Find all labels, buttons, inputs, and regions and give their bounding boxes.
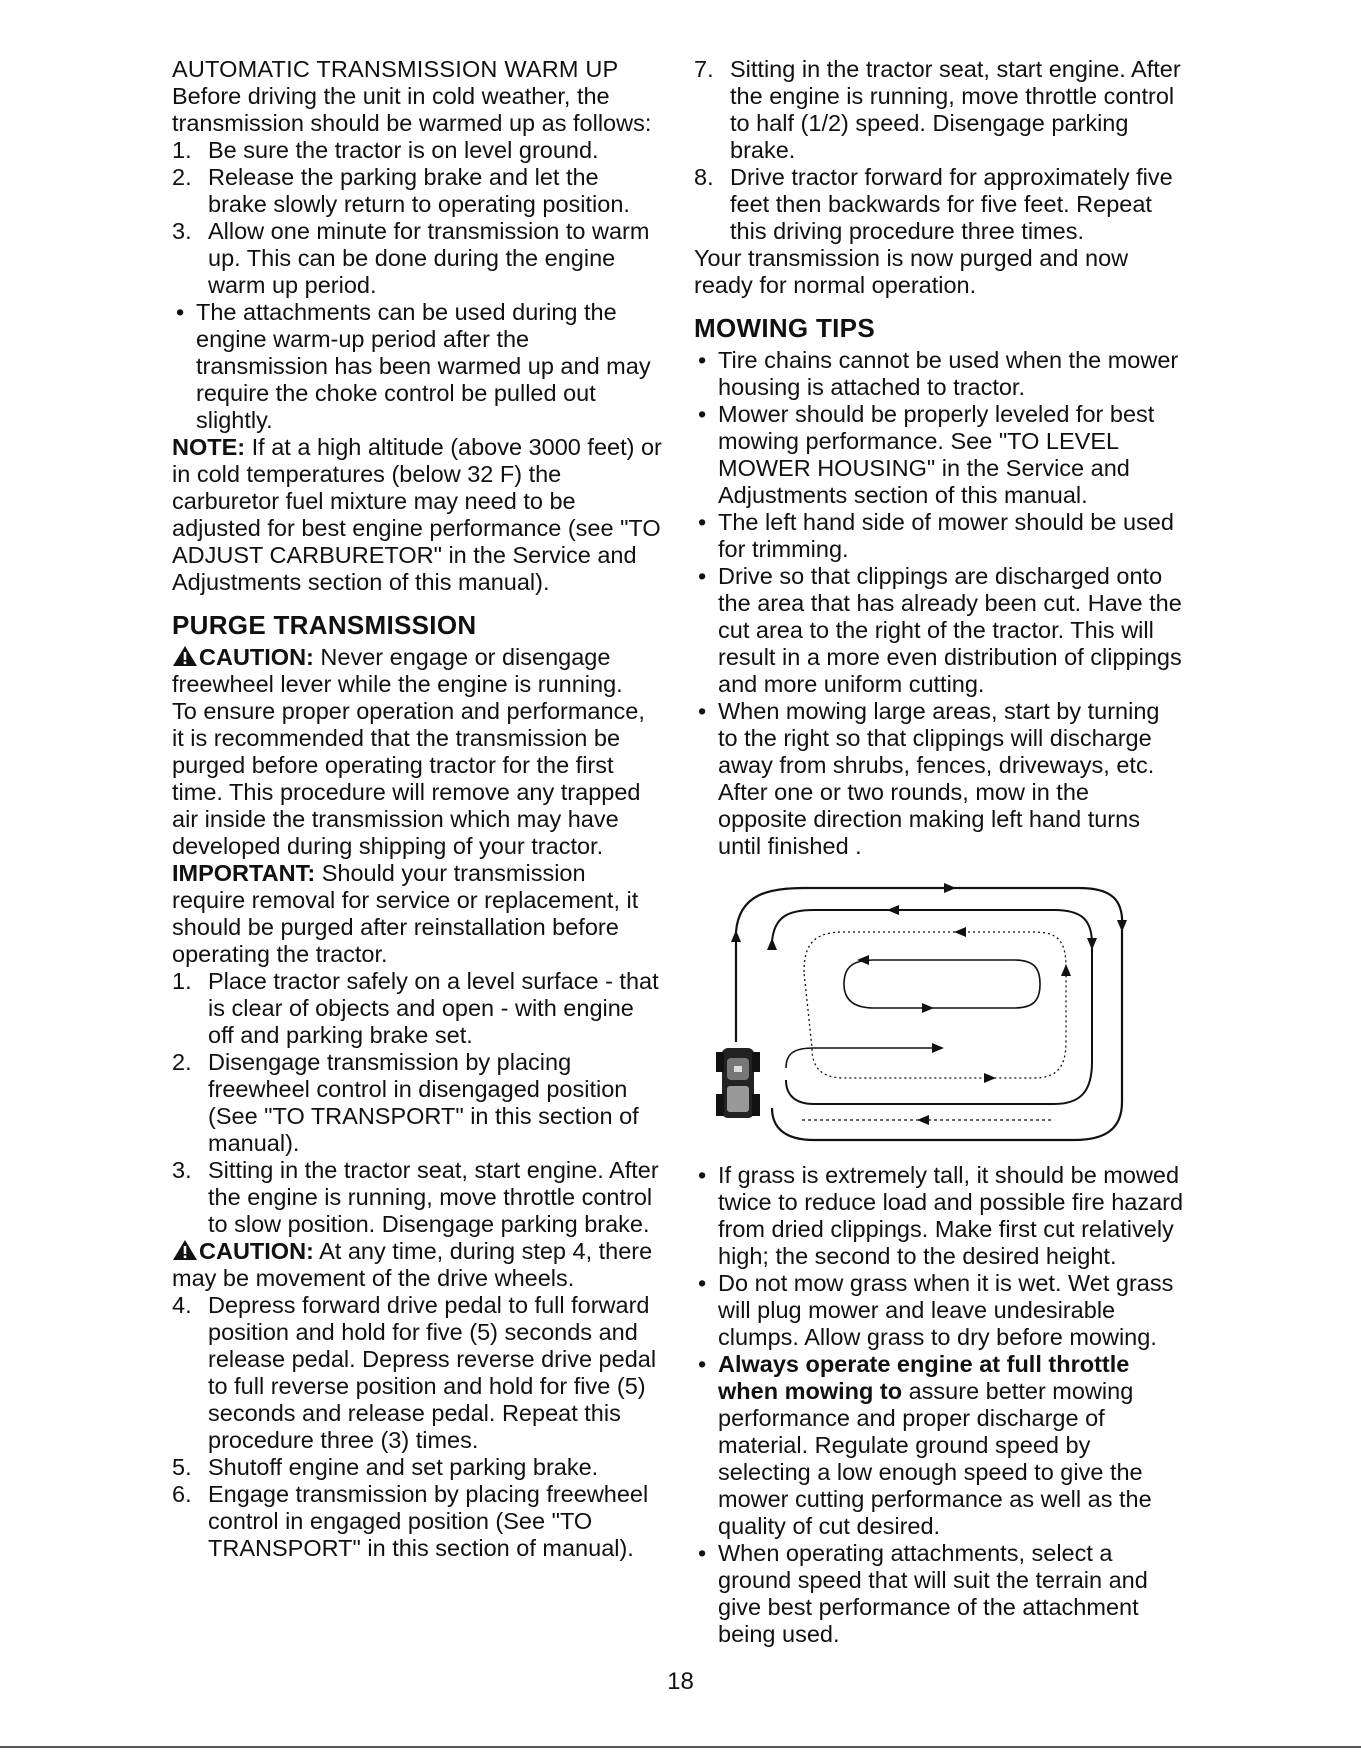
purge-heading: PURGE TRANSMISSION bbox=[172, 610, 477, 640]
arrow-right-icon bbox=[944, 883, 956, 893]
bullet-icon: • bbox=[698, 698, 707, 724]
left-column bbox=[172, 56, 662, 1562]
third-lap-path bbox=[804, 932, 1066, 1078]
arrow-left-icon bbox=[917, 1115, 929, 1125]
note-label: NOTE: bbox=[172, 434, 246, 460]
arrow-right-icon bbox=[984, 1073, 996, 1083]
step-text: Engage transmission by placing freewheel control in engaged position (See "TO TRANSPORT" in this section of manual). bbox=[208, 1481, 649, 1561]
list-item bbox=[694, 1270, 1184, 1351]
bullet-text: If grass is extremely tall, it should be mowed twice to reduce load and possible fire hazard from dried clippings. Make first cut relatively high; the second to the desired height. bbox=[718, 1162, 1184, 1269]
arrow-left-icon bbox=[887, 905, 899, 915]
inner-lap-path bbox=[844, 960, 1040, 1008]
warning-triangle-icon bbox=[172, 645, 198, 667]
purge-closing: Your transmission is now purged and now ready for normal operation. bbox=[694, 245, 1129, 298]
throttle-bold-text: Always operate engine at full throttle when mowing to bbox=[718, 1351, 1130, 1404]
important-paragraph bbox=[172, 860, 662, 968]
list-item bbox=[694, 1540, 1184, 1648]
step-number: 4. bbox=[172, 1292, 192, 1318]
arrow-up-icon bbox=[1061, 964, 1071, 976]
list-item bbox=[172, 1292, 662, 1454]
note-paragraph bbox=[172, 434, 662, 596]
note-text: If at a high altitude (above 3000 feet) or in cold temperatures (below 32 F) the carburetor fuel mixture may need to be adjusted for best engine performance (see "TO ADJUST CARBURETOR" in the Service and Adjustments section of this manual). bbox=[172, 434, 662, 595]
bullet-icon: • bbox=[698, 563, 707, 589]
purge-steps-b bbox=[172, 1292, 662, 1562]
purge-steps-c bbox=[694, 56, 1184, 245]
throttle-tip bbox=[718, 1351, 1184, 1540]
step-text: Drive tractor forward for approximately five feet then backwards for five feet. Repeat this driving procedure three times. bbox=[730, 164, 1173, 244]
list-item bbox=[694, 401, 1184, 509]
list-item bbox=[172, 968, 662, 1049]
step-text: Place tractor safely on a level surface - that is clear of objects and open - with engine off and parking brake set. bbox=[208, 968, 659, 1048]
list-item bbox=[694, 1351, 1184, 1540]
important-label: IMPORTANT: bbox=[172, 860, 316, 886]
list-item bbox=[172, 164, 662, 218]
bullet-text: When mowing large areas, start by turning to the right so that clippings will discharge away from shrubs, fences, driveways, etc. After one or two rounds, mow in the opposite direction making left hand turns until finished . bbox=[718, 698, 1160, 859]
caution-label: CAUTION: bbox=[199, 1238, 314, 1264]
step-number: 1. bbox=[172, 137, 192, 163]
list-item bbox=[172, 1049, 662, 1157]
list-item bbox=[172, 1481, 662, 1562]
bullet-icon: • bbox=[176, 299, 185, 325]
list-item bbox=[172, 137, 662, 164]
list-item bbox=[172, 218, 662, 299]
arrow-down-icon bbox=[1117, 920, 1127, 932]
bullet-icon: • bbox=[698, 1162, 707, 1188]
step-number: 2. bbox=[172, 164, 192, 190]
arrow-down-icon bbox=[1087, 938, 1097, 950]
bullet-text: When operating attachments, select a ground speed that will suit the terrain and give best performance of the attachment being used. bbox=[718, 1540, 1148, 1647]
arrow-up-icon bbox=[767, 938, 777, 950]
right-column bbox=[694, 56, 1184, 1648]
tips-list-b bbox=[694, 1162, 1184, 1648]
step-number: 7. bbox=[694, 56, 714, 82]
bullet-text: Tire chains cannot be used when the mower housing is attached to tractor. bbox=[718, 347, 1179, 400]
warmup-intro: Before driving the unit in cold weather, the transmission should be warmed up as follows: bbox=[172, 83, 652, 136]
step-text: Allow one minute for transmission to warm up. This can be done during the engine warm up period. bbox=[208, 218, 650, 298]
mowing-heading: MOWING TIPS bbox=[694, 313, 875, 343]
arrow-left-icon bbox=[954, 927, 966, 937]
step-number: 3. bbox=[172, 218, 192, 244]
arrow-right-icon bbox=[932, 1043, 944, 1053]
step-text: Release the parking brake and let the brake slowly return to operating position. bbox=[208, 164, 630, 217]
mowing-pattern-svg bbox=[694, 872, 1184, 1152]
list-item bbox=[694, 1162, 1184, 1270]
list-item bbox=[694, 509, 1184, 563]
arrow-up-icon bbox=[731, 930, 741, 942]
second-lap-path bbox=[772, 910, 1092, 1104]
list-item bbox=[694, 698, 1184, 860]
throttle-text: assure better mowing performance and proper discharge of material. Regulate ground speed by selecting a low enough speed to give the mower cutting performance as well as the quality of cut desired. bbox=[718, 1378, 1152, 1539]
outer-lap-bottom-path bbox=[772, 930, 1122, 1140]
step-text: Shutoff engine and set parking brake. bbox=[208, 1454, 599, 1480]
arrow-left-icon bbox=[857, 955, 869, 965]
bullet-text: The left hand side of mower should be used for trimming. bbox=[718, 509, 1174, 562]
step-text: Be sure the tractor is on level ground. bbox=[208, 137, 599, 163]
step-number: 6. bbox=[172, 1481, 192, 1507]
bullet-text: The attachments can be used during the engine warm-up period after the transmission has been warmed up and may require the choke control be pulled out slightly. bbox=[196, 299, 651, 433]
page-number: 18 bbox=[667, 1668, 694, 1695]
list-item bbox=[172, 1157, 662, 1238]
step-number: 2. bbox=[172, 1049, 192, 1075]
bullet-icon: • bbox=[698, 1540, 707, 1566]
caution-paragraph bbox=[172, 644, 662, 698]
list-item bbox=[694, 164, 1184, 245]
bullet-text: Do not mow grass when it is wet. Wet grass will plug mower and leave undesirable clumps. Allow grass to dry before mowing. bbox=[718, 1270, 1174, 1350]
list-item bbox=[694, 56, 1184, 164]
warmup-heading: AUTOMATIC TRANSMISSION WARM UP bbox=[172, 56, 619, 82]
list-item bbox=[694, 347, 1184, 401]
mowing-pattern-diagram bbox=[694, 872, 1184, 1152]
step-number: 5. bbox=[172, 1454, 192, 1480]
bullet-icon: • bbox=[698, 401, 707, 427]
bullet-icon: • bbox=[698, 347, 707, 373]
bullet-icon: • bbox=[698, 509, 707, 535]
caution-text: At any time, during step 4, there may be movement of the drive wheels. bbox=[172, 1238, 653, 1291]
step-text: Disengage transmission by placing freewheel control in disengaged position (See "TO TRANSPORT" in this section of manual). bbox=[208, 1049, 639, 1156]
important-text: Should your transmission require removal for service or replacement, it should be purged after reinstallation before operating the tractor. bbox=[172, 860, 639, 967]
tips-list-a bbox=[694, 347, 1184, 860]
warning-triangle-icon bbox=[172, 1239, 198, 1261]
step-number: 1. bbox=[172, 968, 192, 994]
step-text: Depress forward drive pedal to full forward position and hold for five (5) seconds and release pedal. Depress reverse drive pedal to full reverse position and hold for five (5) seconds and release pedal. Repeat this procedure three (3) times. bbox=[208, 1292, 657, 1453]
step-text: Sitting in the tractor seat, start engine. After the engine is running, move throttle control to half (1/2) speed. Disengage parking brake. bbox=[730, 56, 1181, 163]
purge-paragraph: To ensure proper operation and performance, it is recommended that the transmission be purged before operating tractor for the first time. This procedure will remove any trapped air inside the transmission which may have developed during shipping of your tractor. bbox=[172, 698, 645, 859]
warmup-steps bbox=[172, 137, 662, 299]
bullet-icon: • bbox=[698, 1270, 707, 1296]
arrow-right-icon bbox=[922, 1003, 934, 1013]
bullet-text: Mower should be properly leveled for best mowing performance. See "TO LEVEL MOWER HOUSING" in the Service and Adjustments section of this manual. bbox=[718, 401, 1155, 508]
bullet-text: Drive so that clippings are discharged onto the area that has already been cut. Have the cut area to the right of the tractor. This will result in a more even distribution of clippings and more uniform cutting. bbox=[718, 563, 1182, 697]
caution-paragraph bbox=[172, 1238, 662, 1292]
caution-label: CAUTION: bbox=[199, 644, 314, 670]
page-bottom-divider bbox=[0, 1746, 1361, 1748]
list-item bbox=[694, 563, 1184, 698]
purge-steps-a bbox=[172, 968, 662, 1238]
bullet-icon: • bbox=[698, 1351, 707, 1377]
list-item bbox=[172, 299, 662, 434]
step-number: 8. bbox=[694, 164, 714, 190]
caution-text: Never engage or disengage freewheel lever while the engine is running. bbox=[172, 644, 623, 697]
list-item bbox=[172, 1454, 662, 1481]
step-number: 3. bbox=[172, 1157, 192, 1183]
step-text: Sitting in the tractor seat, start engine. After the engine is running, move throttle control to slow position. Disengage parking brake. bbox=[208, 1157, 659, 1237]
tractor-icon bbox=[716, 1048, 760, 1118]
pass-line-path bbox=[786, 1048, 934, 1068]
